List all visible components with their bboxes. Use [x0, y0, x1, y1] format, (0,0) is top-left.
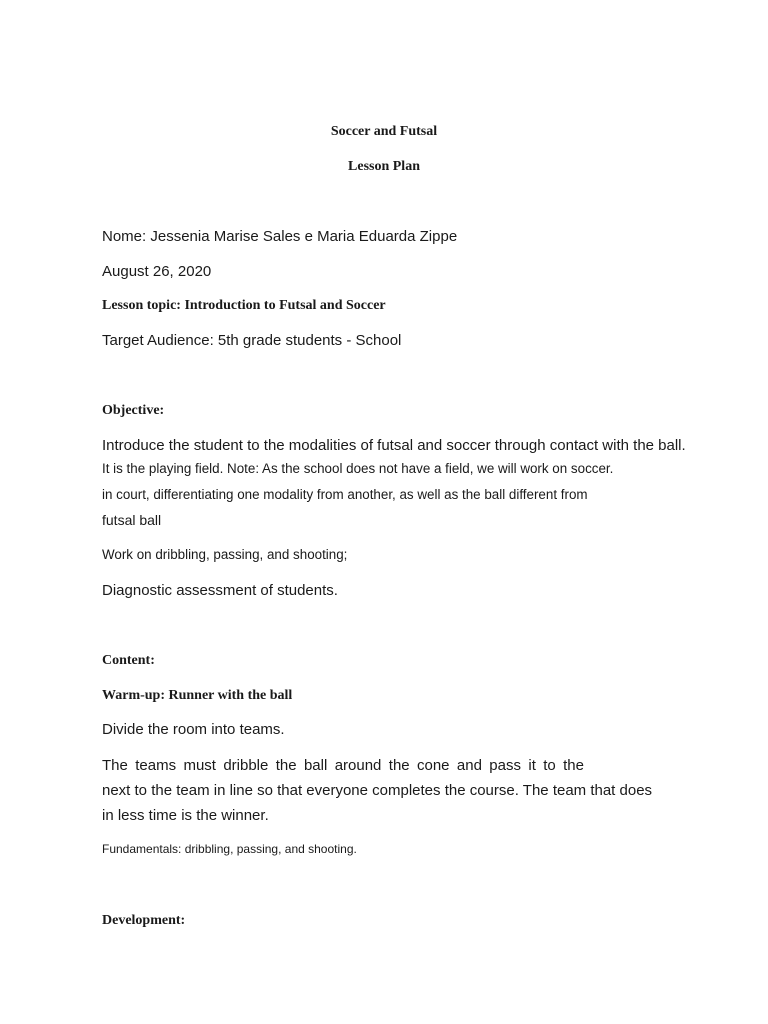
objective-line: in court, differentiating one modality from another, as well as the ball different from	[102, 487, 588, 502]
warmup-divide: Divide the room into teams.	[102, 721, 285, 738]
warmup-instructions-line: The teams must dribble the ball around the cone and pass it to the	[102, 757, 584, 774]
objective-heading: Objective:	[102, 403, 165, 418]
warmup-heading: Warm-up: Runner with the ball	[102, 688, 293, 703]
development-heading: Development:	[102, 913, 186, 928]
target-audience: Target Audience: 5th grade students - School	[102, 332, 402, 349]
objective-line: futsal ball	[102, 512, 162, 528]
warmup-fundamentals: Fundamentals: dribbling, passing, and shooting.	[102, 842, 357, 856]
lesson-topic: Lesson topic: Introduction to Futsal and Soccer	[102, 298, 386, 313]
document-title: Soccer and Futsal	[330, 124, 438, 139]
warmup-instructions-line: in less time is the winner.	[102, 807, 269, 824]
objective-assessment: Diagnostic assessment of students.	[102, 582, 338, 599]
objective-line: It is the playing field. Note: As the school does not have a field, we will work on soccer.	[102, 461, 614, 476]
lesson-date: August 26, 2020	[102, 263, 212, 280]
objective-line: Introduce the student to the modalities of futsal and soccer through contact with the ball.	[102, 437, 686, 454]
content-heading: Content:	[102, 653, 155, 668]
warmup-instructions-line: next to the team in line so that everyone completes the course. The team that does	[102, 782, 653, 799]
document-subtitle: Lesson Plan	[348, 159, 420, 174]
objective-skills: Work on dribbling, passing, and shooting;	[102, 547, 348, 562]
author-names: Nome: Jessenia Marise Sales e Maria Eduarda Zippe	[102, 228, 458, 245]
